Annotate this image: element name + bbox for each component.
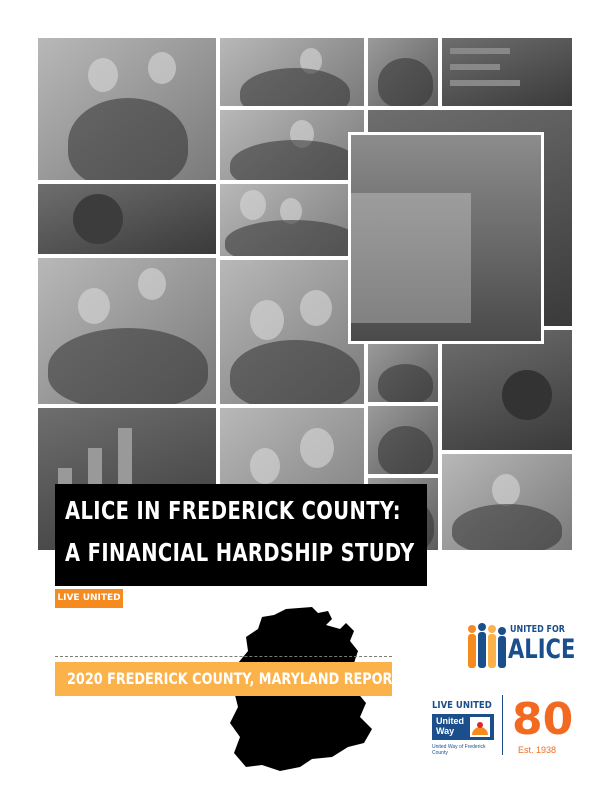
united-way-logo xyxy=(432,700,496,758)
photo-father-children xyxy=(218,36,366,108)
logo-divider xyxy=(502,695,503,755)
alice-logo-top: UNITED FOR xyxy=(510,624,565,635)
alice-figures-icon xyxy=(466,623,508,669)
photo-collage xyxy=(36,36,574,552)
photo-family-reading xyxy=(36,36,218,182)
graphic-bar-pattern xyxy=(440,36,574,108)
photo-elderly-care xyxy=(440,452,574,552)
uw-subtitle: United Way of Frederick County xyxy=(432,744,486,756)
report-title-box xyxy=(55,484,427,586)
united-for-alice-logo xyxy=(466,623,574,671)
report-year-label: 2020 FREDERICK COUNTY, MARYLAND REPORT xyxy=(67,669,401,688)
photo-mother-hug xyxy=(218,258,366,406)
anniversary-number: 80 xyxy=(512,694,574,745)
uw-logo-box xyxy=(432,714,494,740)
uw-tagline: LIVE UNITED xyxy=(432,700,492,711)
anniversary-logo xyxy=(512,694,574,758)
photo-mother-children xyxy=(366,404,440,476)
photo-family-small xyxy=(366,36,440,108)
report-year-band xyxy=(55,662,401,696)
photo-grandparents xyxy=(218,182,366,258)
live-united-tag: LIVE UNITED xyxy=(55,589,123,608)
report-title-line-1: ALICE IN FREDERICK COUNTY: xyxy=(65,496,401,525)
photo-family-table xyxy=(366,342,440,404)
united-way-hand-icon xyxy=(470,717,490,737)
report-title-line-2: A FINANCIAL HARDSHIP STUDY xyxy=(65,538,415,567)
photo-mother-teens xyxy=(218,108,366,182)
alice-logo-main: ALICE xyxy=(508,634,576,665)
uw-name: United Way xyxy=(436,716,464,736)
dotted-rule xyxy=(55,656,392,657)
graphic-circle-pattern-2 xyxy=(440,328,574,452)
anniversary-established: Est. 1938 xyxy=(518,745,557,755)
photo-mother-son-hero xyxy=(348,132,544,344)
photo-young-parents xyxy=(36,256,218,406)
graphic-circle-pattern xyxy=(36,182,218,256)
